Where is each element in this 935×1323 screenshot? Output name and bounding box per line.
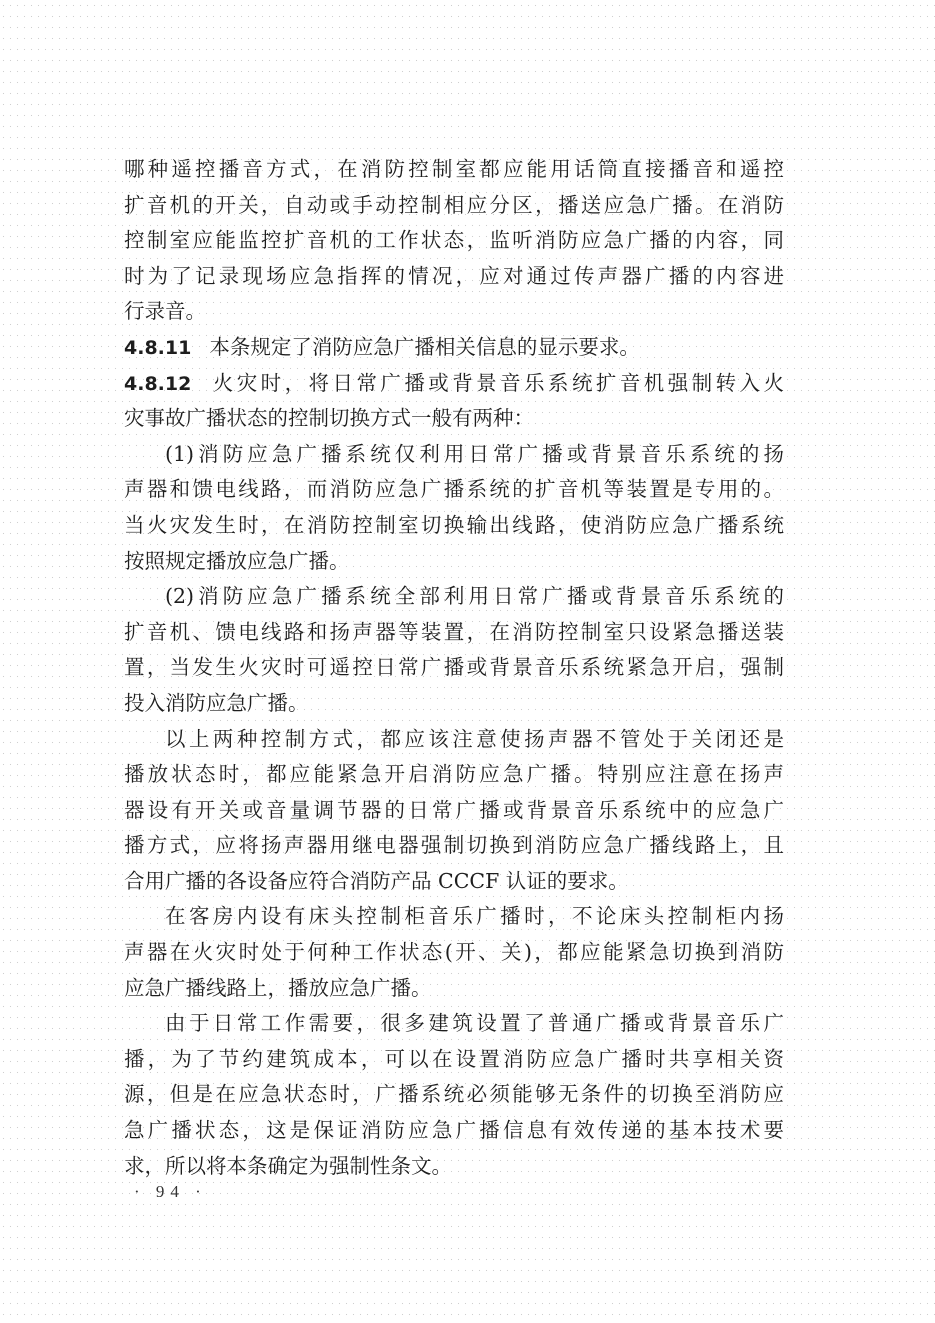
text-line: 应急广播线路上，播放应急广播。 [124,975,432,1000]
text-line: 声器在火灾时处于何种工作状态(开、关)，都应能紧急切换到消防 [124,940,784,965]
text-line: 当火灾发生时，在消防控制室切换输出线路，使消防应急广播系统 [124,512,784,537]
text-line: 求，所以将本条确定为强制性条文。 [124,1153,452,1178]
text-line: 控制室应能监控扩音机的工作状态，监听消防应急广播的内容，同 [124,228,784,253]
text-line: 行录音。 [124,299,206,324]
clause-4-8-11 [124,330,784,366]
text-line: 按照规定播放应急广播。 [124,548,350,573]
text-line: 哪种遥控播音方式，在消防控制室都应能用话筒直接播音和遥控 [124,157,784,181]
text-line: 置，当发生火灾时可遥控日常广播或背景音乐系统紧急开启，强制 [124,655,784,680]
text-line: 时为了记录现场应急指挥的情况，应对通过传声器广播的内容进 [124,263,784,288]
text-line: 播，为了节约建筑成本，可以在设置消防应急广播时共享相关资 [124,1046,784,1071]
clause-number: 4.8.11 [124,336,192,359]
text-line: 器设有开关或音量调节器的日常广播或背景音乐系统中的应急广 [124,797,784,822]
text-line: 扩音机的开关，自动或手动控制相应分区，播送应急广播。在消防 [124,192,784,217]
text-line: 灾事故广播状态的控制切换方式一般有两种： [124,406,534,431]
text-line: 播放状态时，都应能紧急开启消防应急广播。特别应注意在扬声 [124,762,784,787]
paragraph-first-line: (1)消防应急广播系统仅利用日常广播或背景音乐系统的扬 [165,441,784,466]
paragraph-first-line: (2)消防应急广播系统全部利用日常广播或背景音乐系统的 [165,584,784,609]
clause-number: 4.8.12 [124,372,192,395]
body-text [124,152,784,1184]
text-line: 播方式，应将扬声器用继电器强制切换到消防应急广播线路上，且 [124,833,784,858]
paragraph-first-line: 以上两种控制方式，都应该注意使扬声器不管处于关闭还是 [165,726,784,751]
text-line: 源，但是在应急状态时，广播系统必须能够无条件的切换至消防应 [124,1082,784,1107]
text-line: 声器和馈电线路，而消防应急广播系统的扩音机等装置是专用的。 [124,477,784,502]
paragraph-first-line: 由于日常工作需要，很多建筑设置了普通广播或背景音乐广 [165,1011,784,1036]
page-number: · 94 · [134,1182,207,1201]
text-line: 扩音机、馈电线路和扬声器等装置，在消防控制室只设紧急播送装 [124,619,784,644]
paragraph-first-line: 在客房内设有床头控制柜音乐广播时，不论床头控制柜内扬 [165,904,784,929]
clause-text: 火灾时，将日常广播或背景音乐系统扩音机强制转入火 [209,370,784,395]
clause-4-8-12 [124,366,784,402]
text-line: 合用广播的各设备应符合消防产品 CCCF 认证的要求。 [124,868,629,893]
text-line: 急广播状态，这是保证消防应急广播信息有效传递的基本技术要 [124,1118,784,1143]
clause-text: 本条规定了消防应急广播相关信息的显示要求。 [209,334,640,359]
text-line: 投入消防应急广播。 [124,690,309,715]
